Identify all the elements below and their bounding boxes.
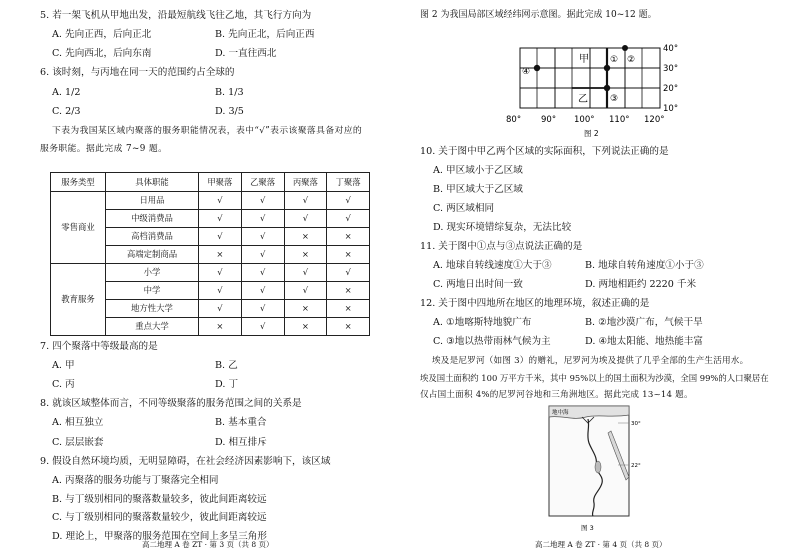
q6-option-b: B. 1/3 [215, 87, 244, 98]
table-cell: √ [327, 192, 370, 210]
map-sea-label: 地中海 [552, 410, 569, 416]
table-cell: √ [199, 228, 242, 246]
table-cell: × [327, 282, 370, 300]
table-cell: √ [327, 264, 370, 282]
table-cell: √ [284, 264, 327, 282]
point-4-marker [534, 65, 540, 71]
table-cell: × [199, 318, 242, 336]
q11-option-c: C. 两地日出时间一致 [433, 279, 523, 290]
table-cell: × [284, 300, 327, 318]
egypt-paragraph-line3: 仅占国土面积 4%的尼罗河谷地和三角洲地区。据此完成 13~14 题。 [420, 390, 693, 400]
cell-function: 中级消费品 [106, 210, 199, 228]
table-cell: √ [199, 210, 242, 228]
label-p2: ② [627, 55, 636, 65]
lat-label: 40° [663, 44, 679, 54]
intro-7-9-line2: 服务职能。据此完成 7~9 题。 [40, 144, 168, 154]
cell-function: 地方性大学 [106, 300, 199, 318]
cell-function: 高档消费品 [106, 228, 199, 246]
label-p3: ③ [610, 94, 619, 104]
table-cell: √ [199, 192, 242, 210]
label-p4: ④ [522, 67, 531, 77]
th-bing: 丙聚落 [284, 173, 327, 192]
table-cell: √ [241, 210, 284, 228]
cell-function: 高端定制商品 [106, 246, 199, 264]
th-jia: 甲聚落 [199, 173, 242, 192]
intro-7-9-line1: 下表为我国某区域内聚落的服务职能情况表，表中“√”表示该聚落具备对应的 [52, 126, 363, 136]
table-cell: × [284, 228, 327, 246]
q12-option-b: B. ②地沙漠广布，气候干旱 [585, 317, 703, 328]
lat-label: 20° [663, 84, 679, 94]
table-cell: √ [284, 282, 327, 300]
table-cell: √ [241, 318, 284, 336]
q10-option-c: C. 两区域相同 [433, 203, 495, 214]
q6-stem: 6. 该时刻，与丙地在同一天的范围约占全球的 [40, 67, 235, 78]
q11-option-b: B. 地球自转角速度①小于③ [585, 260, 704, 271]
q9-stem: 9. 假设自然环境均质，无明显障碍，在社会经济因素影响下，该区域 [40, 456, 331, 467]
cell-function: 日用品 [106, 192, 199, 210]
egypt-paragraph-line1: 埃及是尼罗河（如图 3）的赠礼，尼罗河为埃及提供了几乎全部的生产生活用水。 [432, 356, 749, 366]
table-cell: √ [199, 300, 242, 318]
lon-label: 100° [574, 115, 595, 125]
q10-option-b: B. 甲区域大于乙区域 [433, 184, 523, 195]
q11-option-a: A. 地球自转线速度①大于③ [433, 260, 552, 271]
table-row [51, 264, 370, 282]
map-lat-30: 30° [631, 421, 641, 427]
q8-option-d: D. 相互排斥 [215, 437, 267, 448]
q5-option-b: B. 先向正北，后向正西 [215, 29, 315, 40]
q8-option-a: A. 相互独立 [52, 417, 104, 428]
table-header-row [51, 173, 370, 192]
cell-function: 重点大学 [106, 318, 199, 336]
q10-option-a: A. 甲区域小于乙区域 [433, 165, 523, 176]
table-cell: × [199, 246, 242, 264]
q6-option-a: A. 1/2 [52, 87, 81, 98]
q8-option-c: C. 层层嵌套 [52, 437, 104, 448]
point-1-marker [604, 65, 610, 71]
q5-option-c: C. 先向西北，后向东南 [52, 48, 152, 59]
table-cell: √ [241, 228, 284, 246]
figure-2-grid [500, 38, 685, 138]
lat-label: 30° [663, 64, 679, 74]
point-3-marker [604, 85, 610, 91]
q9-option-c: C. 与丁级别相同的聚落数量较少，彼此间距离较远 [52, 512, 267, 523]
label-p1: ① [610, 55, 619, 65]
map-lat-22: 22° [631, 463, 641, 469]
group-retail: 零售商业 [51, 192, 106, 264]
lon-label: 90° [541, 115, 557, 125]
table-cell: √ [241, 300, 284, 318]
table-cell: √ [327, 210, 370, 228]
q9-option-d: D. 理论上，甲聚落的服务范围在空间上多呈三角形 [52, 531, 267, 542]
lon-label: 80° [506, 115, 522, 125]
q5-stem: 5. 若一架飞机从甲地出发，沿最短航线飞往乙地，其飞行方向为 [40, 10, 312, 21]
fig2-caption: 图 2 [584, 129, 599, 138]
q6-option-c: C. 2/3 [52, 106, 81, 117]
cell-function: 中学 [106, 282, 199, 300]
table-cell: × [284, 318, 327, 336]
q5-option-d: D. 一直往西北 [215, 48, 277, 59]
left-footer: 高二地理 A 卷 ZT · 第 3 页（共 8 页） [142, 540, 274, 549]
point-2-marker [622, 45, 628, 51]
label-yi: 乙 [578, 94, 588, 105]
q5-option-a: A. 先向正西，后向正北 [52, 29, 152, 40]
q6-option-d: D. 3/5 [215, 106, 244, 117]
table-cell: √ [199, 282, 242, 300]
fig3-caption: 图 3 [581, 524, 594, 532]
table-cell: × [327, 228, 370, 246]
right-footer: 高二地理 A 卷 ZT · 第 4 页（共 8 页） [535, 540, 667, 549]
q7-option-c: C. 丙 [52, 379, 75, 390]
label-jia: 甲 [579, 54, 589, 65]
th-function: 具体职能 [106, 173, 199, 192]
q11-stem: 11. 关于图中①点与③点说法正确的是 [420, 241, 583, 252]
th-yi: 乙聚落 [241, 173, 284, 192]
q10-option-d: D. 现实环境错综复杂，无法比较 [433, 222, 572, 233]
fig2-intro: 图 2 为我国局部区域经纬网示意图。据此完成 10~12 题。 [420, 10, 657, 20]
lat-label: 10° [663, 104, 679, 114]
table-cell: √ [241, 282, 284, 300]
cell-function: 小学 [106, 264, 199, 282]
q12-option-d: D. ④地太阳能、地热能丰富 [585, 336, 703, 347]
table-cell: √ [241, 192, 284, 210]
table-cell: × [327, 300, 370, 318]
right-page [400, 0, 800, 550]
table-cell: √ [284, 210, 327, 228]
q12-option-c: C. ③地以热带雨林气候为主 [433, 336, 551, 347]
lon-label: 120° [644, 115, 665, 125]
egypt-paragraph-line2: 埃及国土面积约 100 万平方千米，其中 95%以上的国土面积为沙漠，全国 99%的人口聚居在 [420, 373, 769, 383]
q7-option-d: D. 丁 [215, 379, 239, 390]
table-cell: × [327, 318, 370, 336]
q10-stem: 10. 关于图中甲乙两个区域的实际面积，下列说法正确的是 [420, 146, 669, 157]
q9-option-a: A. 丙聚落的服务功能与丁聚落完全相同 [52, 475, 219, 486]
table-cell: √ [284, 192, 327, 210]
th-ding: 丁聚落 [327, 173, 370, 192]
group-education: 教育服务 [51, 264, 106, 336]
q7-option-a: A. 甲 [52, 360, 75, 371]
q12-stem: 12. 关于图中四地所在地区的地理环境，叙述正确的是 [420, 298, 650, 309]
q8-option-b: B. 基本重合 [215, 417, 267, 428]
table-cell: × [327, 246, 370, 264]
figure-3-nile-map [548, 405, 643, 535]
q9-option-b: B. 与丁级别相同的聚落数量较多，彼此间距离较远 [52, 494, 267, 505]
q11-option-d: D. 两地相距约 2220 千米 [585, 279, 697, 290]
table-cell: √ [241, 264, 284, 282]
table-cell: √ [241, 246, 284, 264]
q7-option-b: B. 乙 [215, 360, 238, 371]
lake-nasser [595, 461, 601, 473]
q8-stem: 8. 就该区域整体而言，不同等级聚落的服务范围之间的关系是 [40, 398, 302, 409]
th-service-type: 服务类型 [51, 173, 106, 192]
q12-option-a: A. ①地喀斯特地貌广布 [433, 317, 532, 328]
q7-stem: 7. 四个聚落中等级最高的是 [40, 341, 158, 352]
lon-label: 110° [609, 115, 630, 125]
table-row [51, 192, 370, 210]
service-function-table [50, 172, 370, 336]
table-cell: √ [199, 264, 242, 282]
table-cell: × [284, 246, 327, 264]
